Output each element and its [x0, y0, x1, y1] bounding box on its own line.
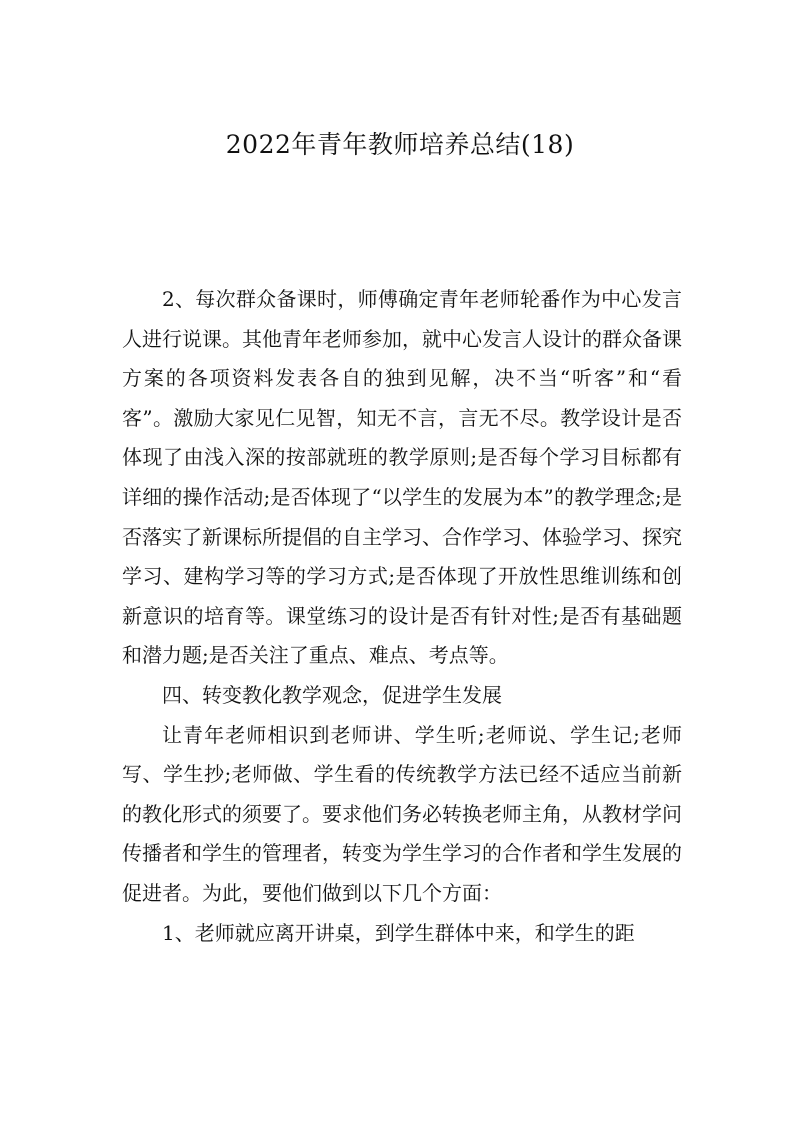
section-heading-teaching-philosophy: 四、转变教化教学观念，促进学生发展: [162, 682, 502, 707]
document-title: 2022年青年教师培养总结(18): [225, 130, 575, 159]
paragraph-teacher-role-change: 让青年老师相识到老师讲、学生听;老师说、学生记;老师写、学生抄;老师做、学生看的传统教学方法已经不适应当前新的教化形式的须要了。要求他们务必转换老师主角，从教材学问传播者和学生的管理者，转变为学生学习的合作者和学生发展的促进者。为此，要他们做到以下几个方面：: [122, 722, 682, 905]
paragraph-peer-lesson-planning: 2、每次群众备课时，师傅确定青年老师轮番作为中心发言人进行说课。其他青年老师参加，就中心发言人设计的群众备课方案的各项资料发表各自的独到见解，决不当“听客”和“看客”。激励大家见仁见智，知无不言，言无不尽。教学设计是否体现了由浅入深的按部就班的教学原则;是否每个学习目标都有详细的操作活动;是否体现了“以学生的发展为本”的教学理念;是否落实了新课标所提倡的自主学习、合作学习、体验学习、探究学习、建构学习等的学习方式;是否体现了开放性思维训练和创新意识的培育等。课堂练习的设计是否有针对性;是否有基础题和潜力题;是否关注了重点、难点、考点等。: [122, 287, 682, 668]
document-body: [122, 280, 682, 953]
paragraph-leave-podium: 1、老师就应离开讲桌，到学生群体中来，和学生的距: [162, 920, 635, 945]
